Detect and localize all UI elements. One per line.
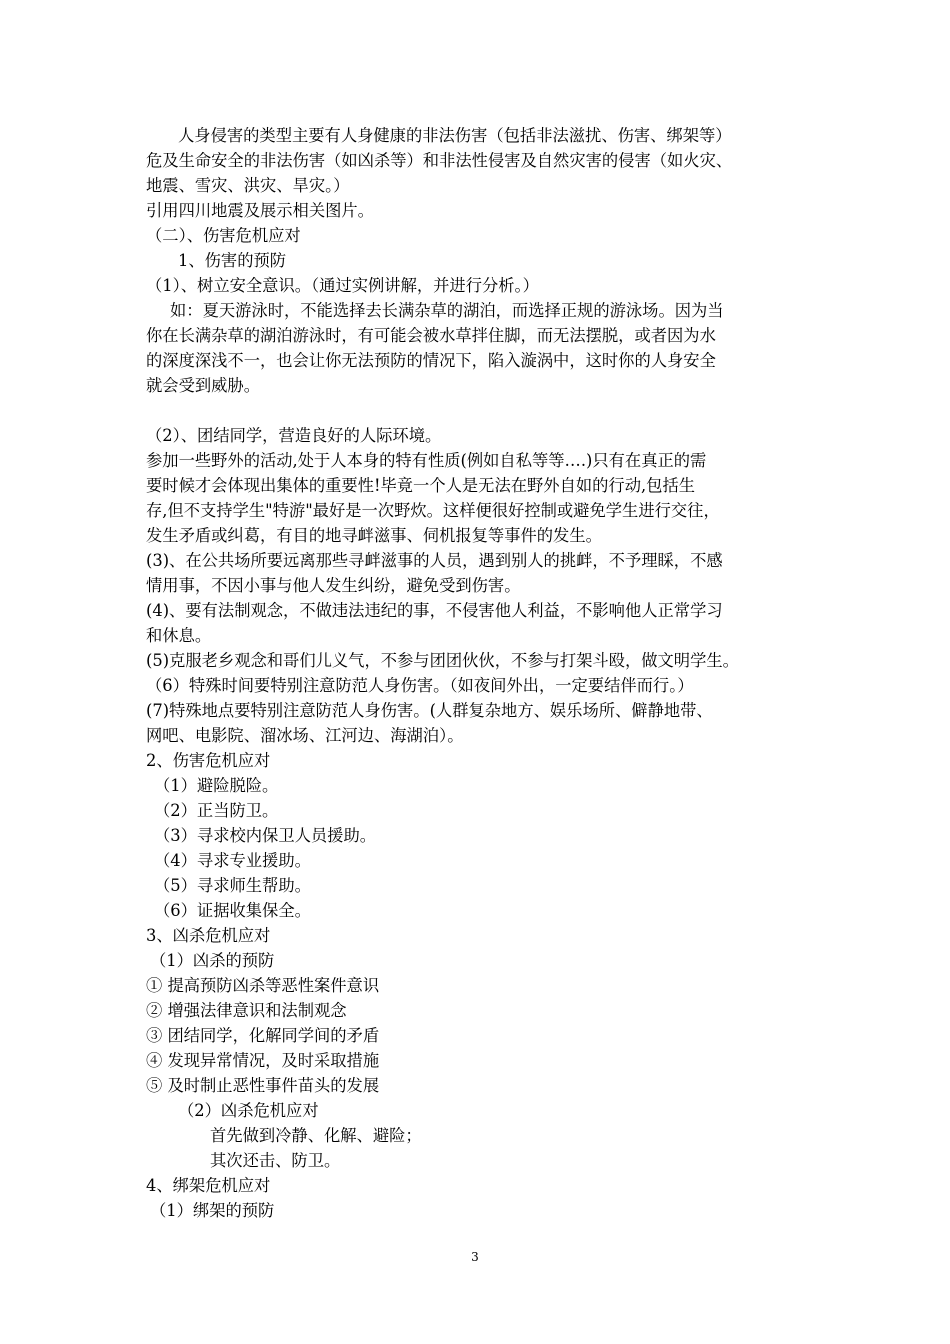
text-line: （2）凶杀危机应对 xyxy=(178,1101,319,1120)
text-line: （1）凶杀的预防 xyxy=(150,951,275,970)
text-line: ③ 团结同学，化解同学间的矛盾 xyxy=(146,1026,380,1045)
text-line: ⑤ 及时制止恶性事件苗头的发展 xyxy=(146,1076,380,1095)
blank-line xyxy=(146,398,816,423)
text-line: （1）、树立安全意识。（通过实例讲解，并进行分析。） xyxy=(146,276,539,295)
text-line: (5)克服老乡观念和哥们儿义气，不参与团团伙伙，不参与打架斗殴，做文明学生。 xyxy=(146,651,739,670)
text-line: ① 提高预防凶杀等恶性案件意识 xyxy=(146,976,380,995)
text-line: 和休息。 xyxy=(146,626,212,645)
text-line: （1）避险脱险。 xyxy=(154,776,279,795)
text-line: 存,但不支持学生"特游"最好是一次野炊。这样便很好控制或避免学生进行交往， xyxy=(146,501,720,520)
page-number: 3 xyxy=(471,1250,479,1264)
text-line: （4）寻求专业援助。 xyxy=(154,851,311,870)
text-line: (7)特殊地点要特别注意防范人身伤害。(人群复杂地方、娱乐场所、僻静地带、 xyxy=(146,701,713,720)
text-line: 就会受到威胁。 xyxy=(146,376,260,395)
text-line: 4、绑架危机应对 xyxy=(146,1176,271,1195)
text-line: 你在长满杂草的湖泊游泳时，有可能会被水草拌住脚，而无法摆脱，或者因为水 xyxy=(146,326,716,345)
text-line: 情用事，不因小事与他人发生纠纷，避免受到伤害。 xyxy=(146,576,521,595)
text-line: （1）绑架的预防 xyxy=(150,1201,275,1220)
text-line: 发生矛盾或纠葛，有目的地寻衅滋事、伺机报复等事件的发生。 xyxy=(146,526,602,545)
text-line: 如：夏天游泳时，不能选择去长满杂草的湖泊，而选择正规的游泳场。因为当 xyxy=(170,301,724,320)
text-line: （5）寻求师生帮助。 xyxy=(154,876,311,895)
document-body xyxy=(146,123,816,1223)
text-line: 要时候才会体现出集体的重要性!毕竟一个人是无法在野外自如的行动,包括生 xyxy=(146,476,696,495)
text-line: ④ 发现异常情况，及时采取措施 xyxy=(146,1051,380,1070)
text-line: (4)、要有法制观念，不做违法违纪的事，不侵害他人利益，不影响他人正常学习 xyxy=(146,601,723,620)
text-line: 网吧、电影院、溜冰场、江河边、海湖泊）。 xyxy=(146,726,464,745)
text-line: 引用四川地震及展示相关图片。 xyxy=(146,201,374,220)
text-line: （3）寻求校内保卫人员援助。 xyxy=(154,826,377,845)
text-line: 1、伤害的预防 xyxy=(178,251,287,270)
text-line: （6）特殊时间要特别注意防范人身伤害。（如夜间外出，一定要结伴而行。） xyxy=(146,676,694,695)
text-line: （2）、团结同学，营造良好的人际环境。 xyxy=(146,426,442,445)
text-line: 的深度深浅不一，也会让你无法预防的情况下，陷入漩涡中，这时你的人身安全 xyxy=(146,351,716,370)
text-line: 人身侵害的类型主要有人身健康的非法伤害（包括非法滋扰、伤害、绑架等） xyxy=(178,126,732,145)
text-line: 3、凶杀危机应对 xyxy=(146,926,271,945)
text-line: （二）、伤害危机应对 xyxy=(146,226,301,245)
text-line: 2、伤害危机应对 xyxy=(146,751,271,770)
text-line: ② 增强法律意识和法制观念 xyxy=(146,1001,347,1020)
text-line: （2）正当防卫。 xyxy=(154,801,279,820)
text-line: 首先做到冷静、化解、避险； xyxy=(210,1126,422,1145)
text-line: 其次还击、防卫。 xyxy=(210,1151,341,1170)
text-line: 地震、雪灾、洪灾、旱灾。） xyxy=(146,176,350,195)
text-line: 危及生命安全的非法伤害（如凶杀等）和非法性侵害及自然灾害的侵害（如火灾、 xyxy=(146,151,733,170)
text-line: (3)、在公共场所要远离那些寻衅滋事的人员，遇到别人的挑衅，不予理睬，不感 xyxy=(146,551,723,570)
text-line: 参加一些野外的活动,处于人本身的特有性质(例如自私等等….)只有在真正的需 xyxy=(146,451,707,470)
text-line: （6）证据收集保全。 xyxy=(154,901,311,920)
